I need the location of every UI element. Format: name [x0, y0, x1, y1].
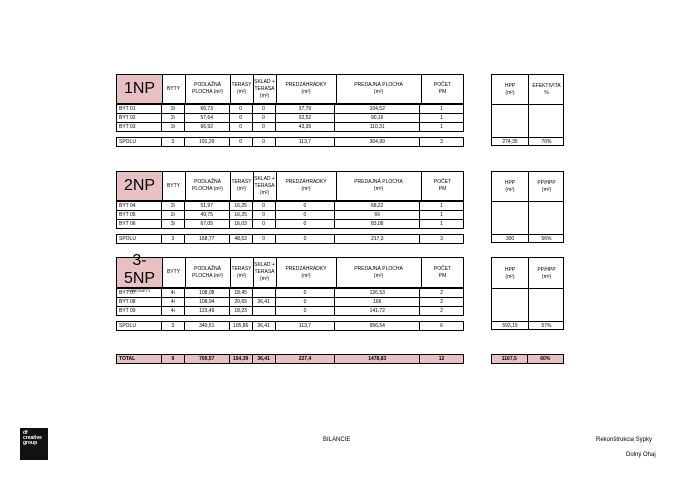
- hpp-value: 300: [505, 236, 515, 242]
- header-3-5np: 3-5NP MEZONETY BYTY PODLAŽNÁ PLOCHA (m²) TERASY (m²) SKLAD + TERASA (m²) PREDZÁHRADKY (m²) PREDAJNÁ PLOCHA (m²) POČET PM: [116, 257, 464, 288]
- table-row: BYT 04 2i 51,97 16,25 0 0 68,22 1: [117, 202, 464, 211]
- col-predzahradky: PREDZÁHRADKY (m²): [285, 82, 327, 95]
- hpp-box-3-5np: HPP (m²) PP/HPP (m²) 593,15 57%: [491, 257, 564, 330]
- col-terasy: TERASY (m²): [231, 82, 252, 95]
- hpp-value: 274,35: [502, 139, 518, 145]
- sum-row-1np: SPOLU 3 191,29 0 0 113,7 304,99 3: [116, 137, 464, 147]
- footer-location: Dolný Ohaj: [626, 452, 656, 458]
- total-hpp: 1167,5 60%: [491, 354, 564, 364]
- rows-1np: [116, 104, 464, 132]
- col-podlazna: PODLAŽNÁ PLOCHA (m²): [192, 82, 223, 95]
- floor-label-3-5np: 3-5NP MEZONETY: [117, 258, 162, 287]
- table-row: BYT 02 2i 57,64 0 0 32,52 90,16 1: [117, 114, 464, 123]
- col-sklad: SKLAD + TERASA (m²): [254, 78, 275, 99]
- pphpp-value: 56%: [541, 236, 552, 242]
- footer-project: Rekonštrukcia Sýpky: [596, 437, 653, 443]
- rows-3-5np: [116, 288, 464, 316]
- col-hpp: HPP (m²): [504, 83, 516, 96]
- col-predajna: PREDAJNÁ PLOCHA (m²): [354, 82, 403, 95]
- table-row: BYT 07 4i 108,08 18,45 0 126,53 2: [117, 289, 464, 298]
- col-efektivita: EFEKTIVITA %: [532, 83, 561, 96]
- sum-row-3-5np: SPOLU 3 340,51 105,86 36,41 113,7 956,54 6: [116, 321, 464, 331]
- footer-title: BILANCIE: [323, 437, 351, 443]
- floor-label-1np: 1NP: [117, 75, 162, 103]
- pphpp-value: 57%: [541, 323, 552, 329]
- col-byty: BYTY: [166, 85, 181, 92]
- hpp-value: 593,15: [502, 323, 518, 329]
- header-1np: [116, 74, 464, 104]
- rows-2np: [116, 201, 464, 229]
- table-row: BYT 01 3i 66,73 0 0 37,79 104,52 1: [117, 105, 464, 114]
- hpp-box-1np: [491, 74, 564, 146]
- total-row: TOTAL 9 700,57 154,39 36,41 227,4 1478,83 12: [116, 354, 464, 364]
- hpp-box-2np: HPP (m²) PP/HPP (m²) 300 56%: [491, 171, 564, 243]
- efektivita-value: 70%: [541, 139, 552, 145]
- table-row: BYT 05 2i 49,75 16,25 0 0 66 1: [117, 211, 464, 220]
- company-logo: df creative group: [20, 428, 48, 460]
- table-row: BYT 08 4i 108,94 20,65 36,41 0 166 2: [117, 298, 464, 307]
- col-pocet: POČET PM: [433, 82, 452, 95]
- table-row: BYT 03 3i 66,92 0 0 43,39 110,31 1: [117, 123, 464, 132]
- sum-row-2np: SPOLU 3 168,77 48,53 0 0 217,3 3: [116, 234, 464, 244]
- header-2np: 2NP BYTY PODLAŽNÁ PLOCHA (m²) TERASY (m²) SKLAD + TERASA (m²) PREDZÁHRADKY (m²) PREDAJNÁ PLOCHA (m²) POČET PM: [116, 171, 464, 201]
- table-row: BYT 09 4i 123,49 18,23 0 141,72 2: [117, 307, 464, 316]
- floor-label-2np: 2NP: [117, 172, 162, 200]
- table-row: BYT 06 3i 67,05 16,03 0 0 83,08 1: [117, 220, 464, 229]
